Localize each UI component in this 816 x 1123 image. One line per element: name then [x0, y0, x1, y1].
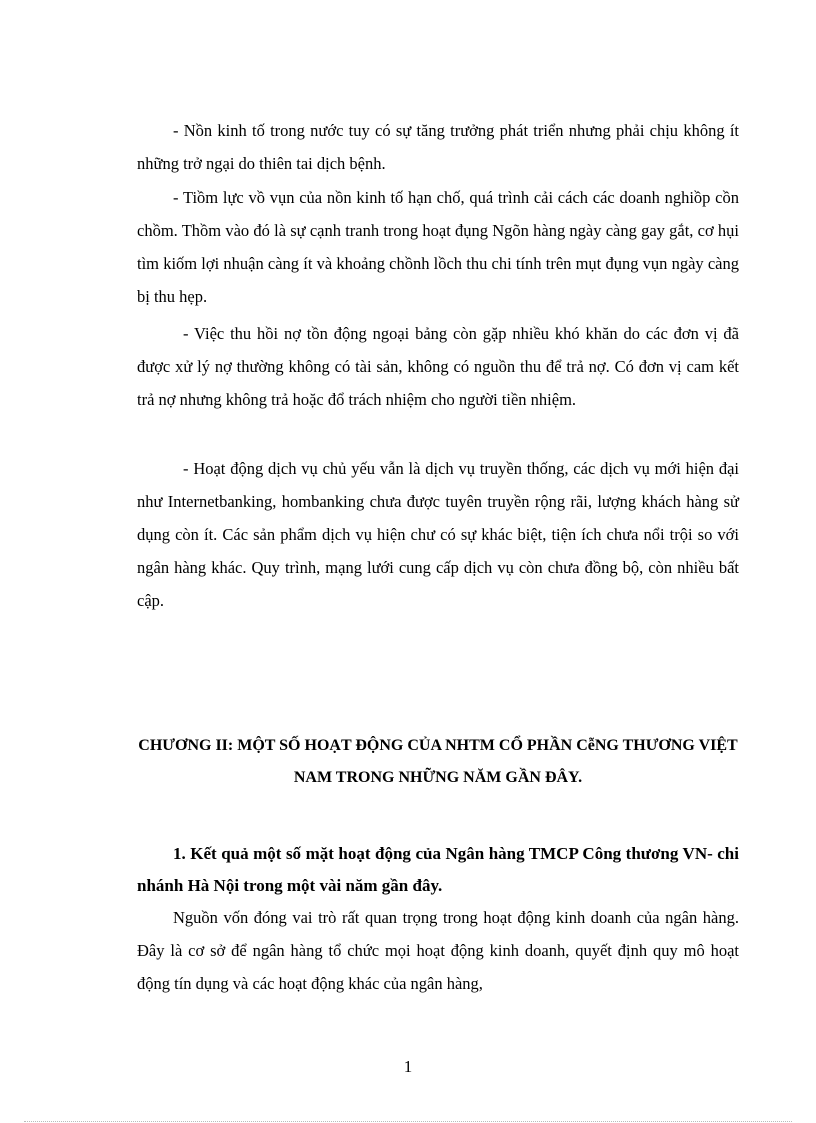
paragraph-text: - Việc thu hồi nợ tồn động ngoại bảng còn gặp nhiều khó khăn do các đơn vị đã được xử lý nợ thường không có tài sản, không có nguồn thu để trả nợ. Có đơn vị cam kết trả nợ nhưng không trả hoặc đổ trách nhiệm cho người tiền nhiệm. [137, 324, 739, 409]
page-number: 1 [403, 1057, 413, 1076]
paragraph-text: Nguồn vốn đóng vai trò rất quan trọng trong hoạt động kinh doanh của ngân hàng. Đây là cơ sở để ngân hàng tổ chức mọi hoạt động kinh doanh, quyết định quy mô hoạt động tín dụng và các hoạt động khác của ngân hàng, [137, 908, 739, 993]
paragraph-capital-role [137, 901, 739, 1000]
paragraph-economic-growth [137, 114, 739, 180]
paragraph-capital-potential [137, 181, 739, 313]
chapter-title: CHƯƠNG II: MỘT SỐ HOẠT ĐỘNG CỦA NHTM CỔ PHẦN CễNG THƯƠNG VIỆT NAM TRONG NHỮNG NĂM GẦN ĐÂY. [138, 737, 738, 786]
paragraph-services [137, 452, 739, 617]
section-heading [137, 838, 739, 902]
paragraph-text: - Hoạt động dịch vụ chủ yếu vẫn là dịch vụ truyền thống, các dịch vụ mới hiện đại như Internetbanking, hombanking chưa được tuyên truyền rộng rãi, lượng khách hàng sử dụng còn ít. Các sản phẩm dịch vụ hiện chư có sự khác biệt, tiện ích chưa nổi trội so với ngân hàng khác. Quy trình, mạng lưới cung cấp dịch vụ còn chưa đồng bộ, còn nhiều bất cập. [137, 459, 739, 610]
section-heading-text: 1. Kết quả một số mặt hoạt động của Ngân hàng TMCP Công thương VN- chi nhánh Hà Nội trong một vài năm gần đây. [137, 844, 739, 895]
paragraph-debt-recovery [137, 317, 739, 416]
page-bottom-divider [24, 1121, 792, 1122]
paragraph-text: - Tiồm lực vồ vụn của nồn kinh tố hạn chố, quá trình cải cách các doanh nghiồp cồn chồm. Thồm vào đó là sự cạnh tranh trong hoạt đụng Ngõn hàng ngày càng gay gắt, cơ hụi tìm kiốm lợi nhuận càng ít và khoảng chồnh lồch thu chi tính trên mụt đụng vụn ngày càng bị thu hẹp. [137, 188, 739, 306]
paragraph-text: - Nồn kinh tố trong nước tuy có sự tăng trưởng phát triển nhưng phải chịu không ít những trở ngại do thiên tai dịch bệnh. [137, 121, 739, 173]
